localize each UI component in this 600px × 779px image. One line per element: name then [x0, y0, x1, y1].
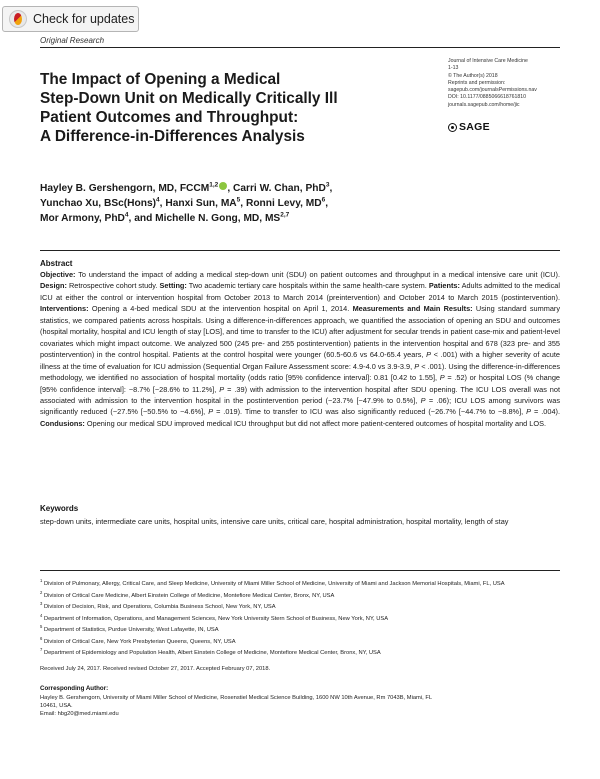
keywords-text: step-down units, intermediate care units, hospital units, intensive care units, critical care, hospital administration, hospital mortality, length of stay	[40, 517, 509, 526]
sage-logo-icon	[448, 123, 457, 132]
results-label: Measurements and Main Results:	[352, 304, 473, 314]
p-symbol: P	[426, 350, 432, 360]
affiliation-text: Department of Information, Operations, and Management Sciences, New York University Stern School of Business, New York, NY, USA	[43, 615, 389, 622]
journal-pages: 1-13	[448, 65, 459, 72]
patients-text: Adults admitted to the medical ICU at either the control or intervention hospital from October 2013 to March 2014 (preintervention) and October 2014 to March 2015 (postintervention).	[40, 281, 560, 302]
p-symbol: P	[219, 384, 225, 394]
author-affil: 1,2	[209, 181, 219, 189]
objective-text: To understand the impact of adding a medical step-down unit (SDU) on patient outcomes and throughput in a medical intensive care unit (ICU).	[78, 270, 560, 279]
received-dates: Received July 24, 2017. Received revised October 27, 2017. Accepted February 07, 2018.	[40, 666, 271, 672]
affiliation-number: 4	[40, 612, 43, 618]
author-affil: 4	[156, 196, 160, 204]
author-affil: 5	[236, 196, 241, 204]
keywords-heading: Keywords	[40, 504, 79, 513]
author-affil: 4	[124, 212, 129, 220]
doi[interactable]: DOI: 10.1177/0885066618761810	[448, 94, 527, 101]
affiliation-number: 6	[40, 635, 43, 641]
setting-text: Two academic tertiary care hospitals within the same health-care system.	[188, 281, 427, 291]
section-label: Original Research	[40, 36, 105, 45]
results-text: = .019). Time to transfer to ICU was also significantly reduced (−26.7% [−44.7% to −8.8%],	[216, 407, 524, 417]
header-rule	[40, 47, 560, 48]
journal-home-link[interactable]: journals.sagepub.com/home/jic	[448, 101, 520, 108]
setting-label: Setting:	[159, 281, 187, 291]
journal-info	[448, 58, 588, 109]
author-affil: 6	[321, 196, 326, 204]
reprints-label: Reprints and permission:	[448, 79, 506, 86]
affiliation-text: Department of Statistics, Purdue University, West Lafayette, IN, USA	[43, 626, 219, 633]
title-line: Step-Down Unit on Medically Critically Ill	[40, 90, 338, 107]
corresponding-address-2: 10461, USA.	[40, 703, 73, 710]
abstract-body	[40, 269, 560, 429]
author-name: Yunchao Xu, BSc(Hons)	[40, 198, 157, 210]
results-text: = .004).	[534, 407, 561, 417]
p-symbol: P	[439, 373, 445, 383]
author-name: Hanxi Sun, MA	[165, 198, 237, 210]
corresponding-heading: Corresponding Author:	[40, 685, 109, 692]
permissions-link[interactable]: sagepub.com/journalsPermissions.nav	[448, 87, 537, 94]
affiliation-text: Division of Critical Care, New York Presbyterian Queens, Queens, NY, USA	[43, 638, 236, 645]
results-text: = .39) with admission to the intervention hospital after SDU opening. The ICU LOS overall was not associated with admission to the intervention hospital in the postintervention period (−23.7% [−47.9% to 0.5%],	[40, 384, 561, 405]
check-for-updates-label: Check for updates	[33, 12, 135, 26]
affiliation-text: Department of Epidemiology and Population Health, Albert Einstein College of Medicine, Montefiore Medical Center, Bronx, NY, USA	[43, 649, 381, 656]
results-text: < .001) with a higher severity of acute illness at the time of evaluation for ICU admission (Sequential Organ Failure Assessment score: 4.9-4.0 vs 3.9-3.9,	[40, 350, 560, 371]
abstract-heading: Abstract	[40, 259, 73, 268]
journal-name: Journal of Intensive Care Medicine	[448, 58, 528, 64]
affiliation-item	[40, 577, 565, 589]
article-title	[40, 70, 400, 146]
footnote-rule	[40, 570, 560, 571]
affiliation-item	[40, 612, 565, 624]
design-text: Retrospective cohort study.	[69, 281, 158, 291]
design-label: Design:	[40, 281, 67, 291]
corresponding-address: Hayley B. Gershengorn, University of Miami Miller School of Medicine, Rosenstiel Medical Science Building, 1600 NW 10th Avenue, Rm 7043B, Miami, FL	[40, 695, 433, 701]
check-for-updates-badge[interactable]	[2, 6, 139, 32]
affiliation-number: 7	[40, 647, 43, 652]
affiliation-list	[40, 577, 565, 658]
sage-logo-text: SAGE	[459, 121, 490, 133]
conclusions-text: Opening our medical SDU improved medical ICU throughput but did not affect more patient-centered outcomes of hospital mortality and LOS.	[86, 418, 547, 428]
title-line: The Impact of Opening a Medical	[40, 71, 281, 88]
interventions-label: Interventions:	[40, 304, 89, 314]
results-text: Using standard summary statistics, we compared patients across hospitals. Using a difference-in-differences approach, we quantified the association of opening an SDU and outcomes (hospital mortality, hospital and ICU length of stay [LOS], and time to transfer to the ICU) after adjustment for secular trends in patient case-mix and patient-level covariates which might impact outcome. We analyzed 500 (245 pre- and 255 postintervention) patients in the intervention hospital and 678 (323 pre- and 355 postintervention) in the control hospital. Patients at the control hospital were younger (60.5-60.6 vs 64.0-65.4 years,	[40, 304, 561, 360]
affiliation-item	[40, 600, 565, 612]
author-name: Mor Armony, PhD	[40, 213, 125, 225]
affiliation-text: Division of Decision, Risk, and Operations, Columbia Business School, New York, NY, USA	[43, 603, 276, 610]
affiliation-item	[40, 646, 565, 658]
p-symbol: P	[420, 395, 426, 405]
sage-logo	[448, 121, 490, 133]
affiliation-number: 1	[40, 578, 43, 583]
results-text: < .001). Using the difference-in-differences methodology, we identified no association of hospital mortality (odds ratio [95% confidence interval]: 0.81 [0.42 to 1.55],	[40, 361, 560, 383]
interventions-text: Opening a 4-bed medical SDU at the intervention hospital on April 1, 2014.	[91, 304, 350, 314]
results-text: = .06); ICU LOS among survivors was significantly reduced (−27.5% [−50.5% to −4.6%],	[40, 395, 560, 417]
orcid-icon[interactable]	[219, 182, 227, 190]
affiliation-number: 2	[40, 589, 43, 595]
objective-label: Objective:	[40, 270, 76, 279]
patients-label: Patients:	[428, 281, 460, 291]
author-list: Hayley B. Gershengorn, MD, FCCM$^{1,2}$ , Carri W. Chan, PhD$^3$, Yunchao Xu, BSc(Hons)$^4$, Hanxi Sun, $MA^5$, Ronni Levy, $MD^6$, Mor Armony, PhD$^4$, and Michelle N. Gong, MD, MS$^{2,7}$	[40, 181, 333, 225]
affiliation-number: 3	[40, 601, 43, 606]
affiliation-text: Division of Critical Care Medicine, Albert Einstein College of Medicine, Montefiore Medical Center, Bronx, NY, USA	[43, 592, 335, 599]
author-name: Ronni Levy, MD	[245, 198, 322, 210]
affiliation-text: Division of Pulmonary, Allergy, Critical Care, and Sleep Medicine, University of Miami Miller School of Medicine, University of Miami and Jackson Memorial Hospitals, Miami, FL, USA	[43, 580, 505, 587]
author-affil: 3	[325, 181, 330, 189]
abstract-rule	[40, 250, 560, 251]
affiliation-item	[40, 635, 565, 647]
title-line: A Difference-in-Differences Analysis	[40, 128, 305, 145]
author-affil: 2,7	[280, 212, 290, 220]
p-symbol: P	[208, 407, 214, 417]
results-text: = .52) or hospital LOS (% change [95% confidence interval]: −8.7% [−28.6% to 11.2%],	[40, 373, 560, 394]
conclusions-label: Condusions:	[40, 418, 85, 428]
corresponding-details	[40, 694, 560, 719]
p-symbol: P	[414, 361, 420, 371]
p-symbol: P	[526, 407, 532, 417]
copyright: © The Author(s) 2018	[448, 72, 498, 79]
affiliation-item	[40, 623, 565, 635]
affiliation-number: 5	[40, 624, 43, 629]
title-line: Patient Outcomes and Throughput:	[40, 109, 299, 126]
author-name: Carri W. Chan, PhD	[232, 183, 326, 194]
author-name: Michelle N. Gong, MD, MS	[155, 213, 281, 225]
affiliation-item	[40, 589, 565, 601]
author-name: Hayley B. Gershengorn, MD, FCCM	[40, 183, 210, 194]
crossmark-icon	[9, 10, 27, 28]
corresponding-email[interactable]: Email: hbg20@med.miami.edu	[40, 711, 119, 718]
